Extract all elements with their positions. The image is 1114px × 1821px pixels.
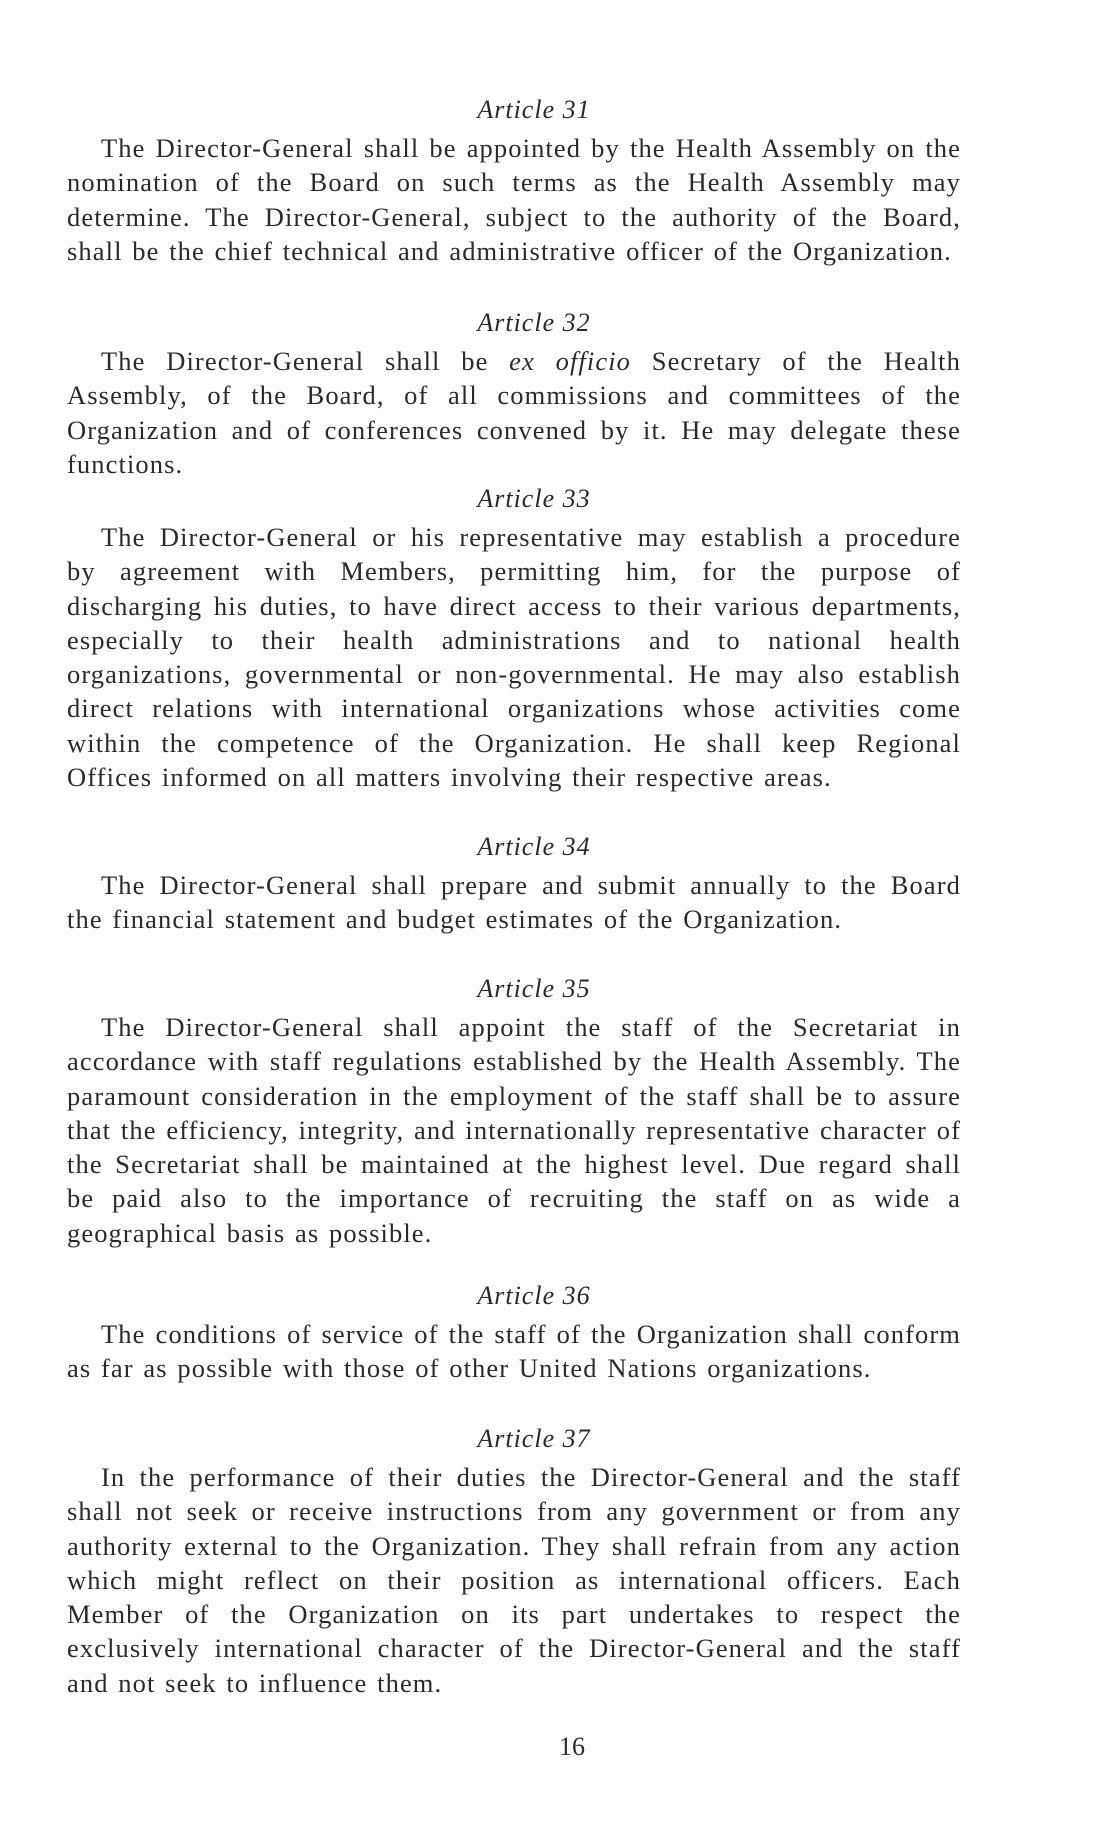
article-heading: Article 33: [477, 484, 591, 513]
italic-term: ex officio: [509, 346, 632, 376]
article-37: [67, 1422, 961, 1700]
article-text: The conditions of service of the staff of the Organization shall conform as far as possible with those of other United Nations organizations.: [67, 1319, 961, 1384]
text-after: Secretary of the Health Assembly, of the Board, of all commissions and committees of the Organization and of conferences convened by it. He may delegate these functions.: [67, 346, 961, 479]
article-heading: Article 37: [477, 1424, 591, 1453]
article-heading: Article 31: [477, 95, 591, 124]
article-text: The Director-General or his representative may establish a procedure by agreement with Members, permitting him, for the purpose of discharging his duties, to have direct access to their various departments, especially to their health administrations and to national health organizations, governmental or non-governmental. He may also establish direct relations with international organizations whose activities come within the competence of the Organization. He shall keep Regional Offices informed on all matters involving their respective areas.: [67, 522, 961, 793]
article-text: The Director-General shall prepare and submit annually to the Board the financial statement and budget estimates of the Organization.: [67, 870, 961, 935]
text-before: The Director-General shall be: [101, 346, 510, 376]
article-text: The Director-General shall be appointed by the Health Assembly on the nomination of the Board on such terms as the Health Assembly may determine. The Director-General, subject to the authority of the Board, shall be the chief technical and administrative officer of the Organization.: [67, 133, 961, 266]
article-35: [67, 972, 961, 1250]
article-text: [67, 344, 961, 481]
article-32: [67, 306, 961, 481]
page-number: 16: [559, 1732, 585, 1761]
article-heading: Article 34: [477, 832, 591, 861]
article-heading: Article 32: [477, 308, 591, 337]
article-heading: Article 35: [477, 974, 591, 1003]
article-36: [67, 1279, 961, 1386]
article-34: [67, 830, 961, 937]
article-text: In the performance of their duties the Director-General and the staff shall not seek or receive instructions from any government or from any authority external to the Organization. They shall refrain from any action which might reflect on their position as international officers. Each Member of the Organization on its part undertakes to respect the exclusively international character of the Director-General and the staff and not seek to influence them.: [67, 1462, 961, 1698]
article-heading: Article 36: [477, 1281, 591, 1310]
article-31: [67, 93, 961, 268]
article-text: The Director-General shall appoint the staff of the Secretariat in accordance with staff regulations established by the Health Assembly. The paramount consideration in the employment of the staff shall be to assure that the efficiency, integrity, and internationally representative character of the Secretariat shall be maintained at the highest level. Due regard shall be paid also to the importance of recruiting the staff on as wide a geographical basis as possible.: [67, 1012, 961, 1248]
article-33: [67, 482, 961, 794]
